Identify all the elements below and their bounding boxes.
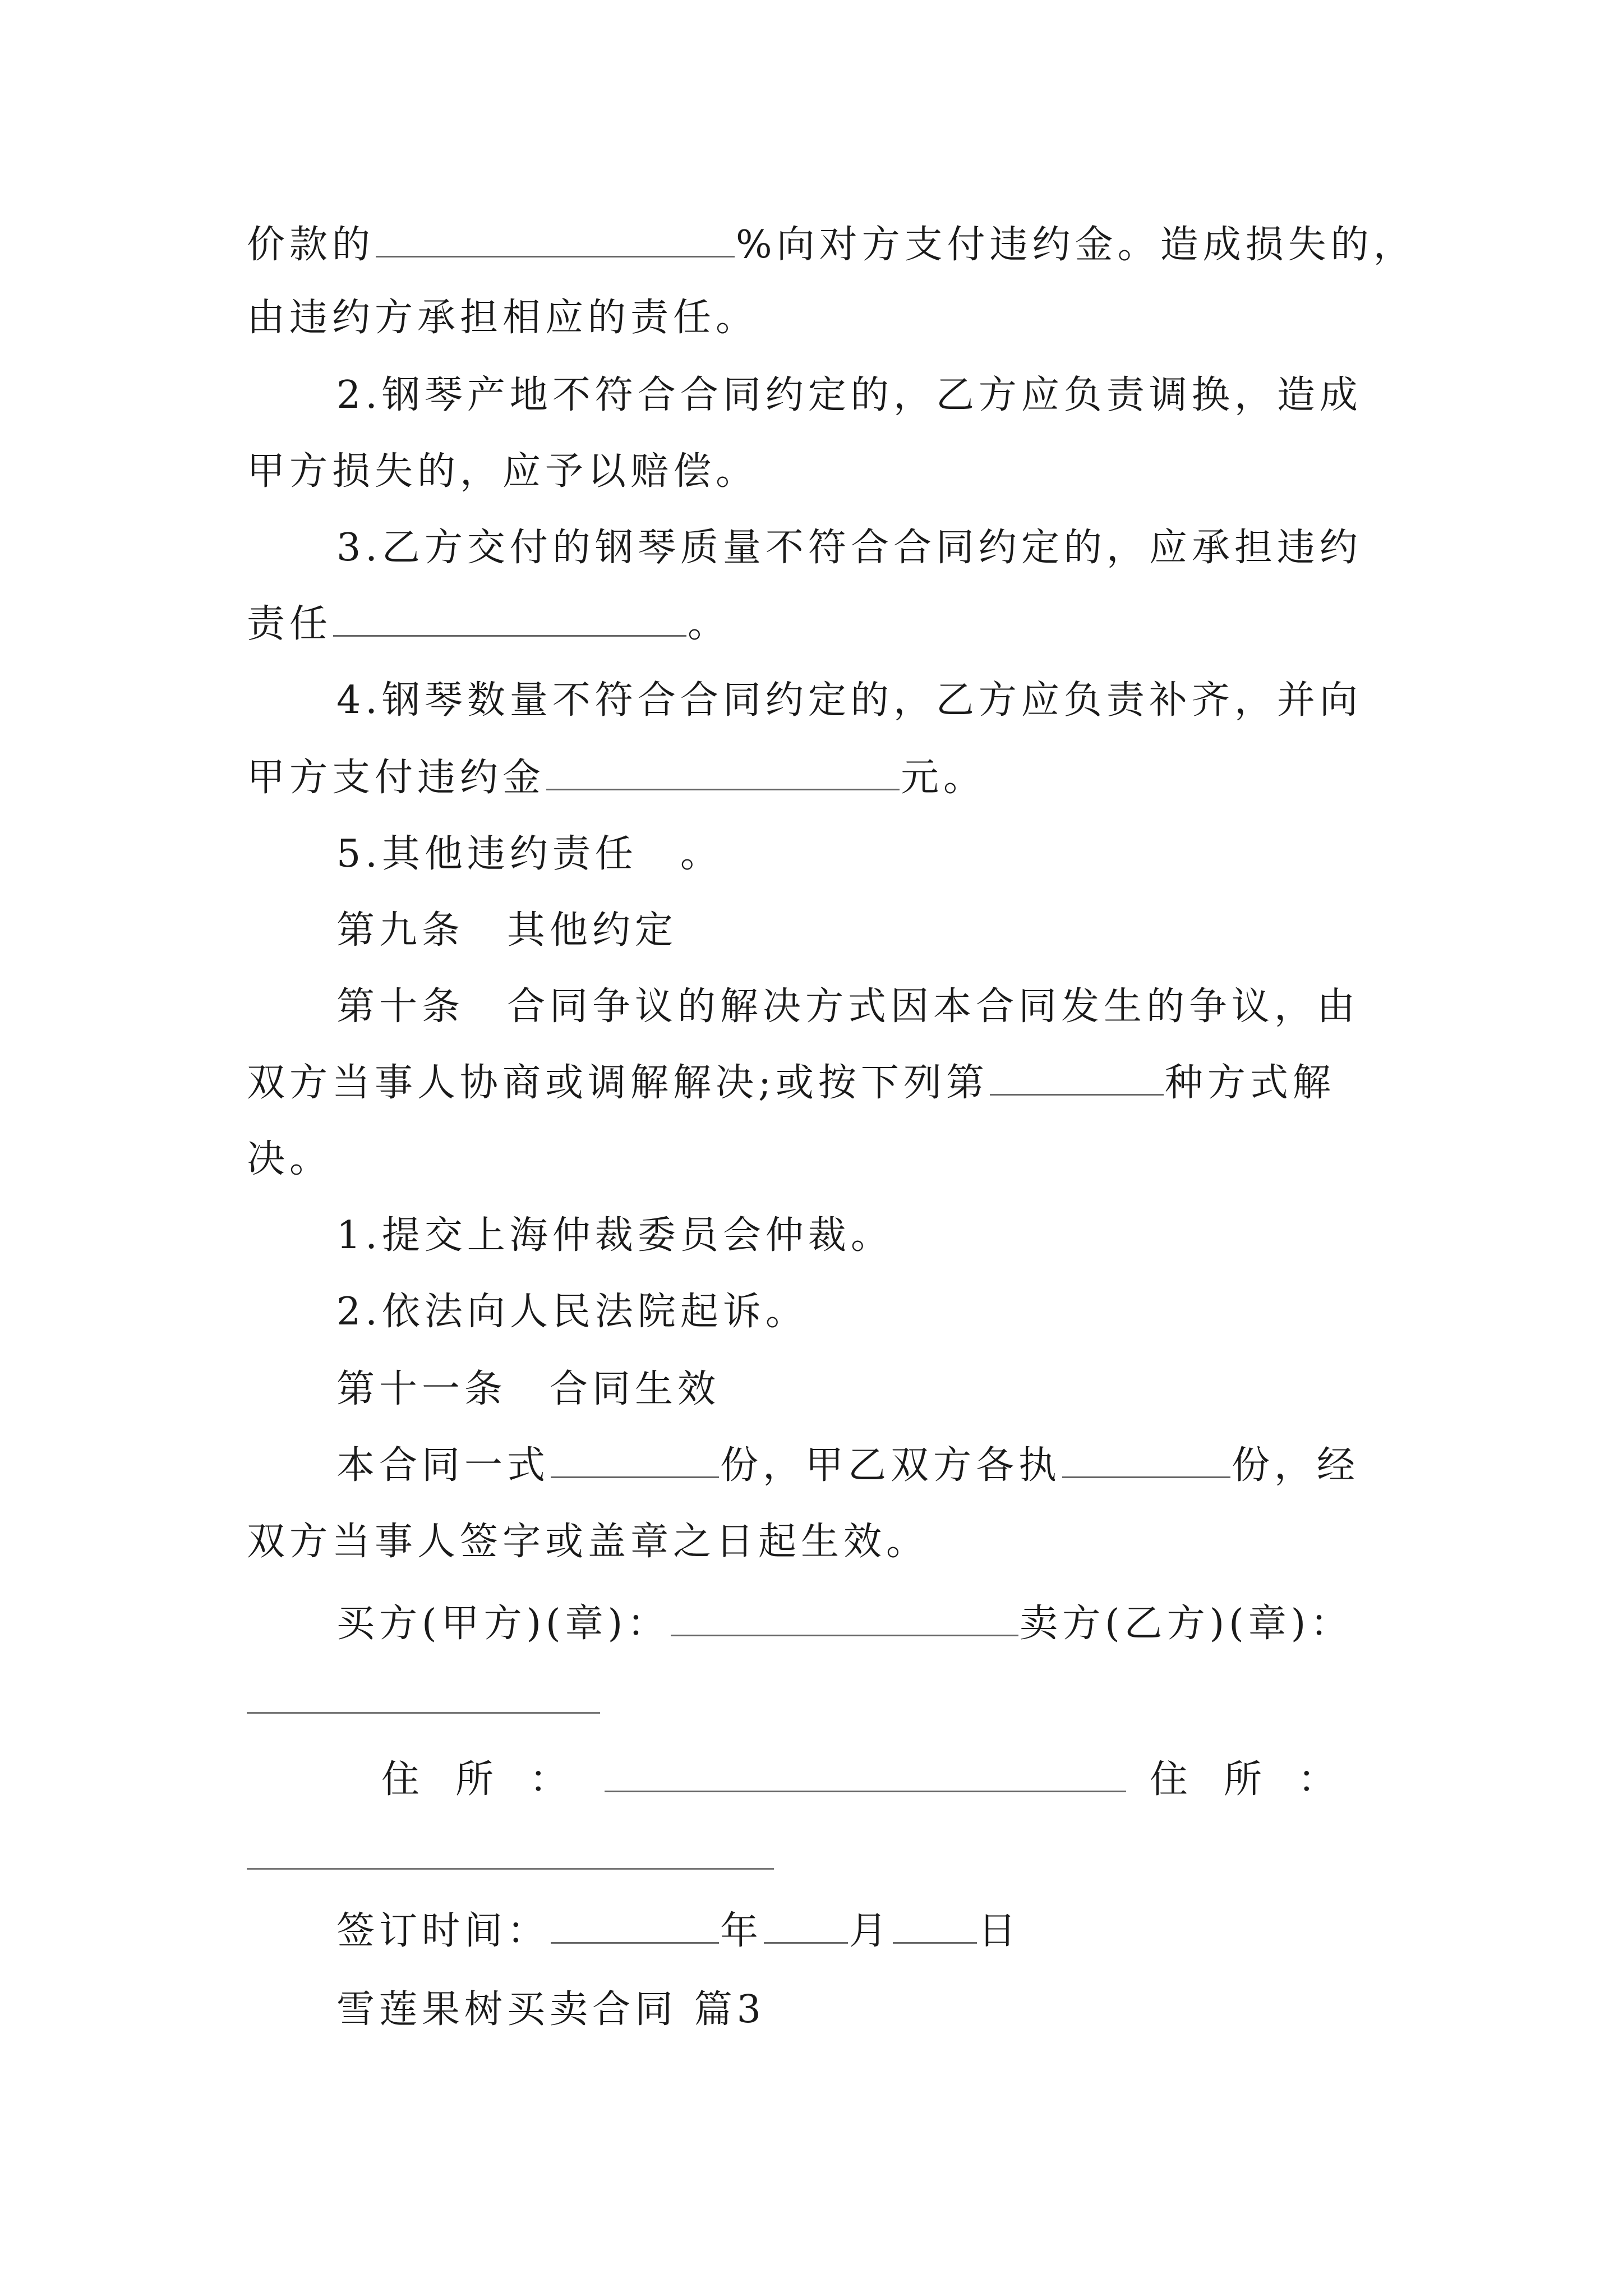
text-segment: 元。 [901, 756, 986, 800]
seller-signature-blank[interactable] [247, 1712, 600, 1714]
year-blank[interactable] [551, 1907, 719, 1944]
text-line: 5.其他违约责任 。 [336, 832, 723, 876]
signature-line [336, 1599, 1353, 1649]
text-line: 甲方损失的，应予以赔偿。 [247, 449, 759, 494]
text-segment: 价款的 [247, 223, 375, 267]
fill-blank[interactable] [333, 600, 686, 637]
text-segment: 双方当事人协商或调解解决;或按下列第 [247, 1061, 989, 1105]
section-heading: 第十一条 合同生效 [336, 1367, 721, 1411]
fill-blank[interactable] [551, 1442, 719, 1478]
fill-blank[interactable] [671, 1600, 1018, 1636]
text-line: 决。 [247, 1137, 333, 1181]
section-heading: 第十条 合同争议的解决方式因本合同发生的争议，由 [336, 984, 1360, 1029]
text-line: 双方当事人签字或盖章之日起生效。 [247, 1520, 929, 1564]
text-segment: 。 [688, 602, 731, 646]
seller-address-label: 住所： [1150, 1757, 1372, 1802]
text-line [247, 599, 730, 650]
seller-label: 卖方(乙方)(章)： [1020, 1602, 1353, 1646]
day-blank[interactable] [893, 1907, 977, 1944]
text-segment: 日 [978, 1909, 1021, 1953]
text-segment: 份，经 [1232, 1443, 1360, 1488]
buyer-address-label: 住所： [381, 1757, 604, 1802]
text-segment: 年 [720, 1909, 763, 1953]
address-line [381, 1755, 1372, 1805]
section-heading: 第九条 其他约定 [336, 908, 678, 953]
month-blank[interactable] [764, 1907, 848, 1944]
section-title: 雪莲果树买卖合同 篇3 [336, 1987, 766, 2032]
text-line [336, 1441, 1359, 1491]
fill-blank[interactable] [1062, 1442, 1230, 1478]
text-line: 2.钢琴产地不符合合同约定的，乙方应负责调换，造成 [336, 373, 1362, 417]
buyer-label: 买方(甲方)(章)： [336, 1602, 670, 1646]
text-line [247, 220, 1416, 270]
text-segment: 份，甲乙双方各执 [720, 1443, 1062, 1488]
text-line: 2.依法向人民法院起诉。 [336, 1290, 808, 1334]
fill-blank[interactable] [990, 1059, 1164, 1096]
text-line [247, 753, 986, 803]
text-segment: 种方式解 [1164, 1061, 1335, 1105]
text-segment: 甲方支付违约金 [247, 756, 546, 800]
seller-address-blank[interactable] [247, 1868, 774, 1870]
text-segment: %向对方支付违约金。造成损失的， [736, 223, 1416, 267]
text-segment: 责任 [247, 602, 333, 646]
text-segment: 签订时间： [336, 1909, 550, 1953]
fill-blank[interactable] [546, 754, 900, 790]
text-line: 3.乙方交付的钢琴质量不符合合同约定的，应承担违约 [336, 526, 1362, 570]
fill-blank[interactable] [605, 1756, 1126, 1792]
fill-blank[interactable] [376, 221, 735, 257]
text-segment: 本合同一式 [336, 1443, 550, 1488]
text-line: 由违约方承担相应的责任。 [247, 296, 759, 340]
text-line: 1.提交上海仲裁委员会仲裁。 [336, 1213, 893, 1258]
text-line [247, 1058, 1335, 1108]
text-segment: 月 [849, 1909, 892, 1953]
text-line: 4.钢琴数量不符合合同约定的，乙方应负责补齐，并向 [336, 678, 1362, 723]
sign-date-line [336, 1906, 1021, 1957]
